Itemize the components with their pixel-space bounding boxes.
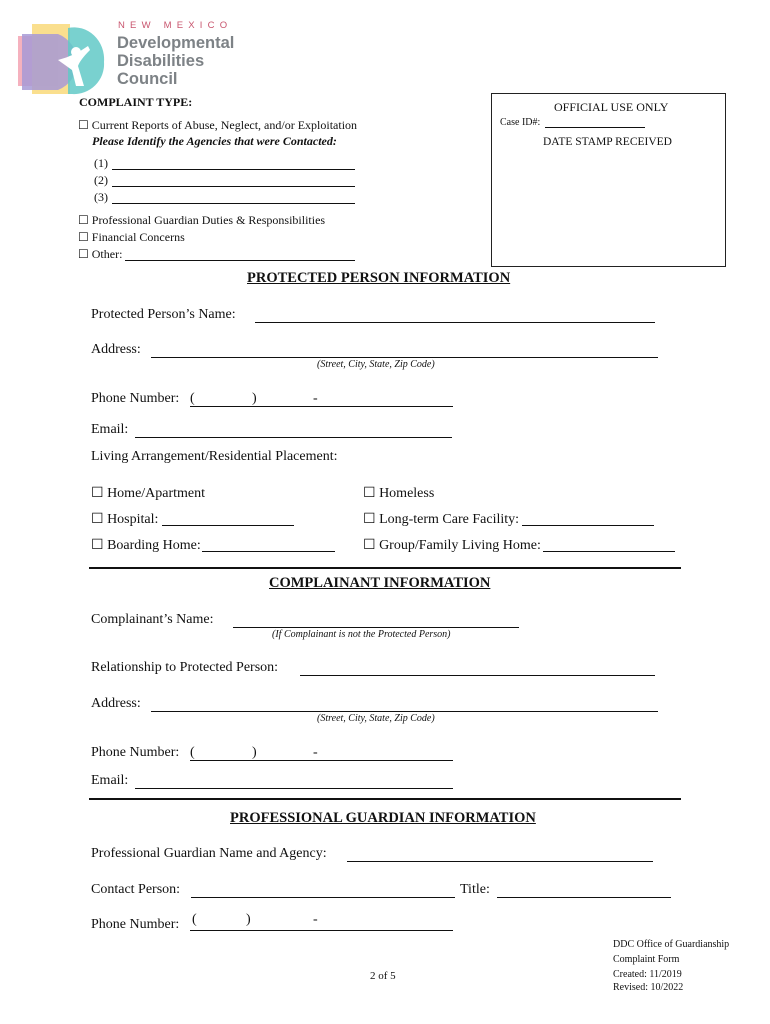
other-option[interactable] <box>78 247 122 262</box>
footer-form: Complaint Form <box>613 954 680 965</box>
guardian-duties-option[interactable] <box>78 213 325 228</box>
homeless-label: Homeless <box>379 486 435 501</box>
page-number: 2 of 5 <box>370 970 396 982</box>
complaint-type-heading: COMPLAINT TYPE: <box>79 95 193 109</box>
footer-created: Created: 11/2019 <box>613 969 682 980</box>
boarding-home-field[interactable] <box>202 551 335 552</box>
relationship-label: Relationship to Protected Person: <box>91 660 279 675</box>
ltc-option[interactable] <box>363 511 519 528</box>
financial-label: Financial Concerns <box>91 230 185 244</box>
hospital-field[interactable] <box>162 525 294 526</box>
complainant-address-field[interactable] <box>151 711 658 712</box>
checkbox[interactable]: ☐ <box>363 538 376 553</box>
footer-office: DDC Office of Guardianship <box>613 939 730 950</box>
identify-agencies-label: Please Identify the Agencies that were Contacted: <box>92 134 337 148</box>
contact-person-field[interactable] <box>191 897 455 898</box>
home-apartment-option[interactable] <box>91 485 205 502</box>
checkbox[interactable]: ☐ <box>91 486 104 501</box>
agency-2-field[interactable] <box>112 186 355 187</box>
protected-name-field[interactable] <box>255 322 655 323</box>
abuse-option[interactable] <box>78 118 357 133</box>
complainant-heading: COMPLAINANT INFORMATION <box>269 575 491 591</box>
complainant-address-label: Address: <box>91 696 141 711</box>
guardian-name-agency-label: Professional Guardian Name and Agency: <box>91 846 327 861</box>
complainant-name-field[interactable] <box>233 627 519 628</box>
guardian-phone-label: Phone Number: <box>91 917 180 932</box>
title-field[interactable] <box>497 897 671 898</box>
protected-phone-field[interactable] <box>190 406 453 407</box>
section-divider <box>89 798 681 800</box>
complainant-phone-field[interactable] <box>190 760 453 761</box>
date-stamp-label: DATE STAMP RECEIVED <box>543 136 672 148</box>
complainant-address-hint: (Street, City, State, Zip Code) <box>317 713 435 724</box>
guardian-heading: PROFESSIONAL GUARDIAN INFORMATION <box>230 810 536 826</box>
agency-1-field[interactable] <box>112 169 355 170</box>
logo-state: NEW MEXICO <box>118 20 233 31</box>
phone-close-paren: ) <box>246 912 251 927</box>
protected-address-field[interactable] <box>151 357 658 358</box>
other-field[interactable] <box>125 260 355 261</box>
guardian-name-agency-field[interactable] <box>347 861 653 862</box>
case-id-field[interactable] <box>545 127 645 128</box>
protected-address-hint: (Street, City, State, Zip Code) <box>317 359 435 370</box>
agency-2-label: (2) <box>94 173 108 187</box>
financial-option[interactable] <box>78 230 185 245</box>
complainant-name-hint: (If Complainant is not the Protected Person) <box>272 629 451 640</box>
phone-open-paren: ( <box>190 745 195 760</box>
homeless-option[interactable] <box>363 485 434 502</box>
official-use-title: OFFICIAL USE ONLY <box>554 100 669 114</box>
checkbox[interactable]: ☐ <box>363 486 376 501</box>
ltc-label: Long-term Care Facility: <box>379 512 520 527</box>
checkbox[interactable]: ☐ <box>78 213 89 227</box>
title-label: Title: <box>460 882 490 897</box>
section-divider <box>89 567 681 569</box>
case-id-label: Case ID#: <box>500 117 541 128</box>
group-home-field[interactable] <box>543 551 675 552</box>
checkbox[interactable]: ☐ <box>78 118 89 132</box>
logo-line-1: Developmental <box>117 34 235 52</box>
guardian-duties-label: Professional Guardian Duties & Responsibilities <box>91 213 326 227</box>
phone-open-paren: ( <box>192 912 197 927</box>
agency-3-field[interactable] <box>112 203 355 204</box>
relationship-field[interactable] <box>300 675 655 676</box>
protected-name-label: Protected Person’s Name: <box>91 307 236 322</box>
other-label: Other: <box>91 247 123 261</box>
hospital-option[interactable] <box>91 511 158 528</box>
guardian-phone-field[interactable] <box>190 930 453 931</box>
agency-3-label: (3) <box>94 190 108 204</box>
phone-dash: - <box>313 912 318 927</box>
logo-line-3: Council <box>117 70 178 88</box>
boarding-home-label: Boarding Home: <box>107 538 201 553</box>
phone-dash: - <box>313 745 318 760</box>
boarding-home-option[interactable] <box>91 537 201 554</box>
checkbox[interactable]: ☐ <box>78 247 89 261</box>
abuse-label: Current Reports of Abuse, Neglect, and/or Exploitation <box>91 118 358 132</box>
phone-close-paren: ) <box>252 391 257 406</box>
checkbox[interactable]: ☐ <box>78 230 89 244</box>
phone-dash: - <box>313 391 318 406</box>
protected-email-field[interactable] <box>135 437 452 438</box>
group-home-option[interactable] <box>363 537 541 554</box>
checkbox[interactable]: ☐ <box>91 538 104 553</box>
footer-revised: Revised: 10/2022 <box>613 982 684 993</box>
protected-phone-label: Phone Number: <box>91 391 180 406</box>
checkbox[interactable]: ☐ <box>363 512 376 527</box>
group-home-label: Group/Family Living Home: <box>379 538 541 553</box>
logo-line-2: Disabilities <box>117 52 205 70</box>
checkbox[interactable]: ☐ <box>91 512 104 527</box>
hospital-label: Hospital: <box>107 512 159 527</box>
phone-open-paren: ( <box>190 391 195 406</box>
complainant-email-field[interactable] <box>135 788 453 789</box>
ltc-field[interactable] <box>522 525 654 526</box>
phone-close-paren: ) <box>252 745 257 760</box>
contact-person-label: Contact Person: <box>91 882 181 897</box>
protected-person-heading: PROTECTED PERSON INFORMATION <box>247 270 511 286</box>
complainant-email-label: Email: <box>91 773 129 788</box>
logo-mark-icon <box>18 22 110 96</box>
home-apartment-label: Home/Apartment <box>107 486 206 501</box>
protected-address-label: Address: <box>91 342 141 357</box>
protected-email-label: Email: <box>91 422 129 437</box>
complainant-phone-label: Phone Number: <box>91 745 180 760</box>
living-arrangement-label: Living Arrangement/Residential Placement: <box>91 449 338 464</box>
complainant-name-label: Complainant’s Name: <box>91 612 214 627</box>
agency-1-label: (1) <box>94 156 108 170</box>
